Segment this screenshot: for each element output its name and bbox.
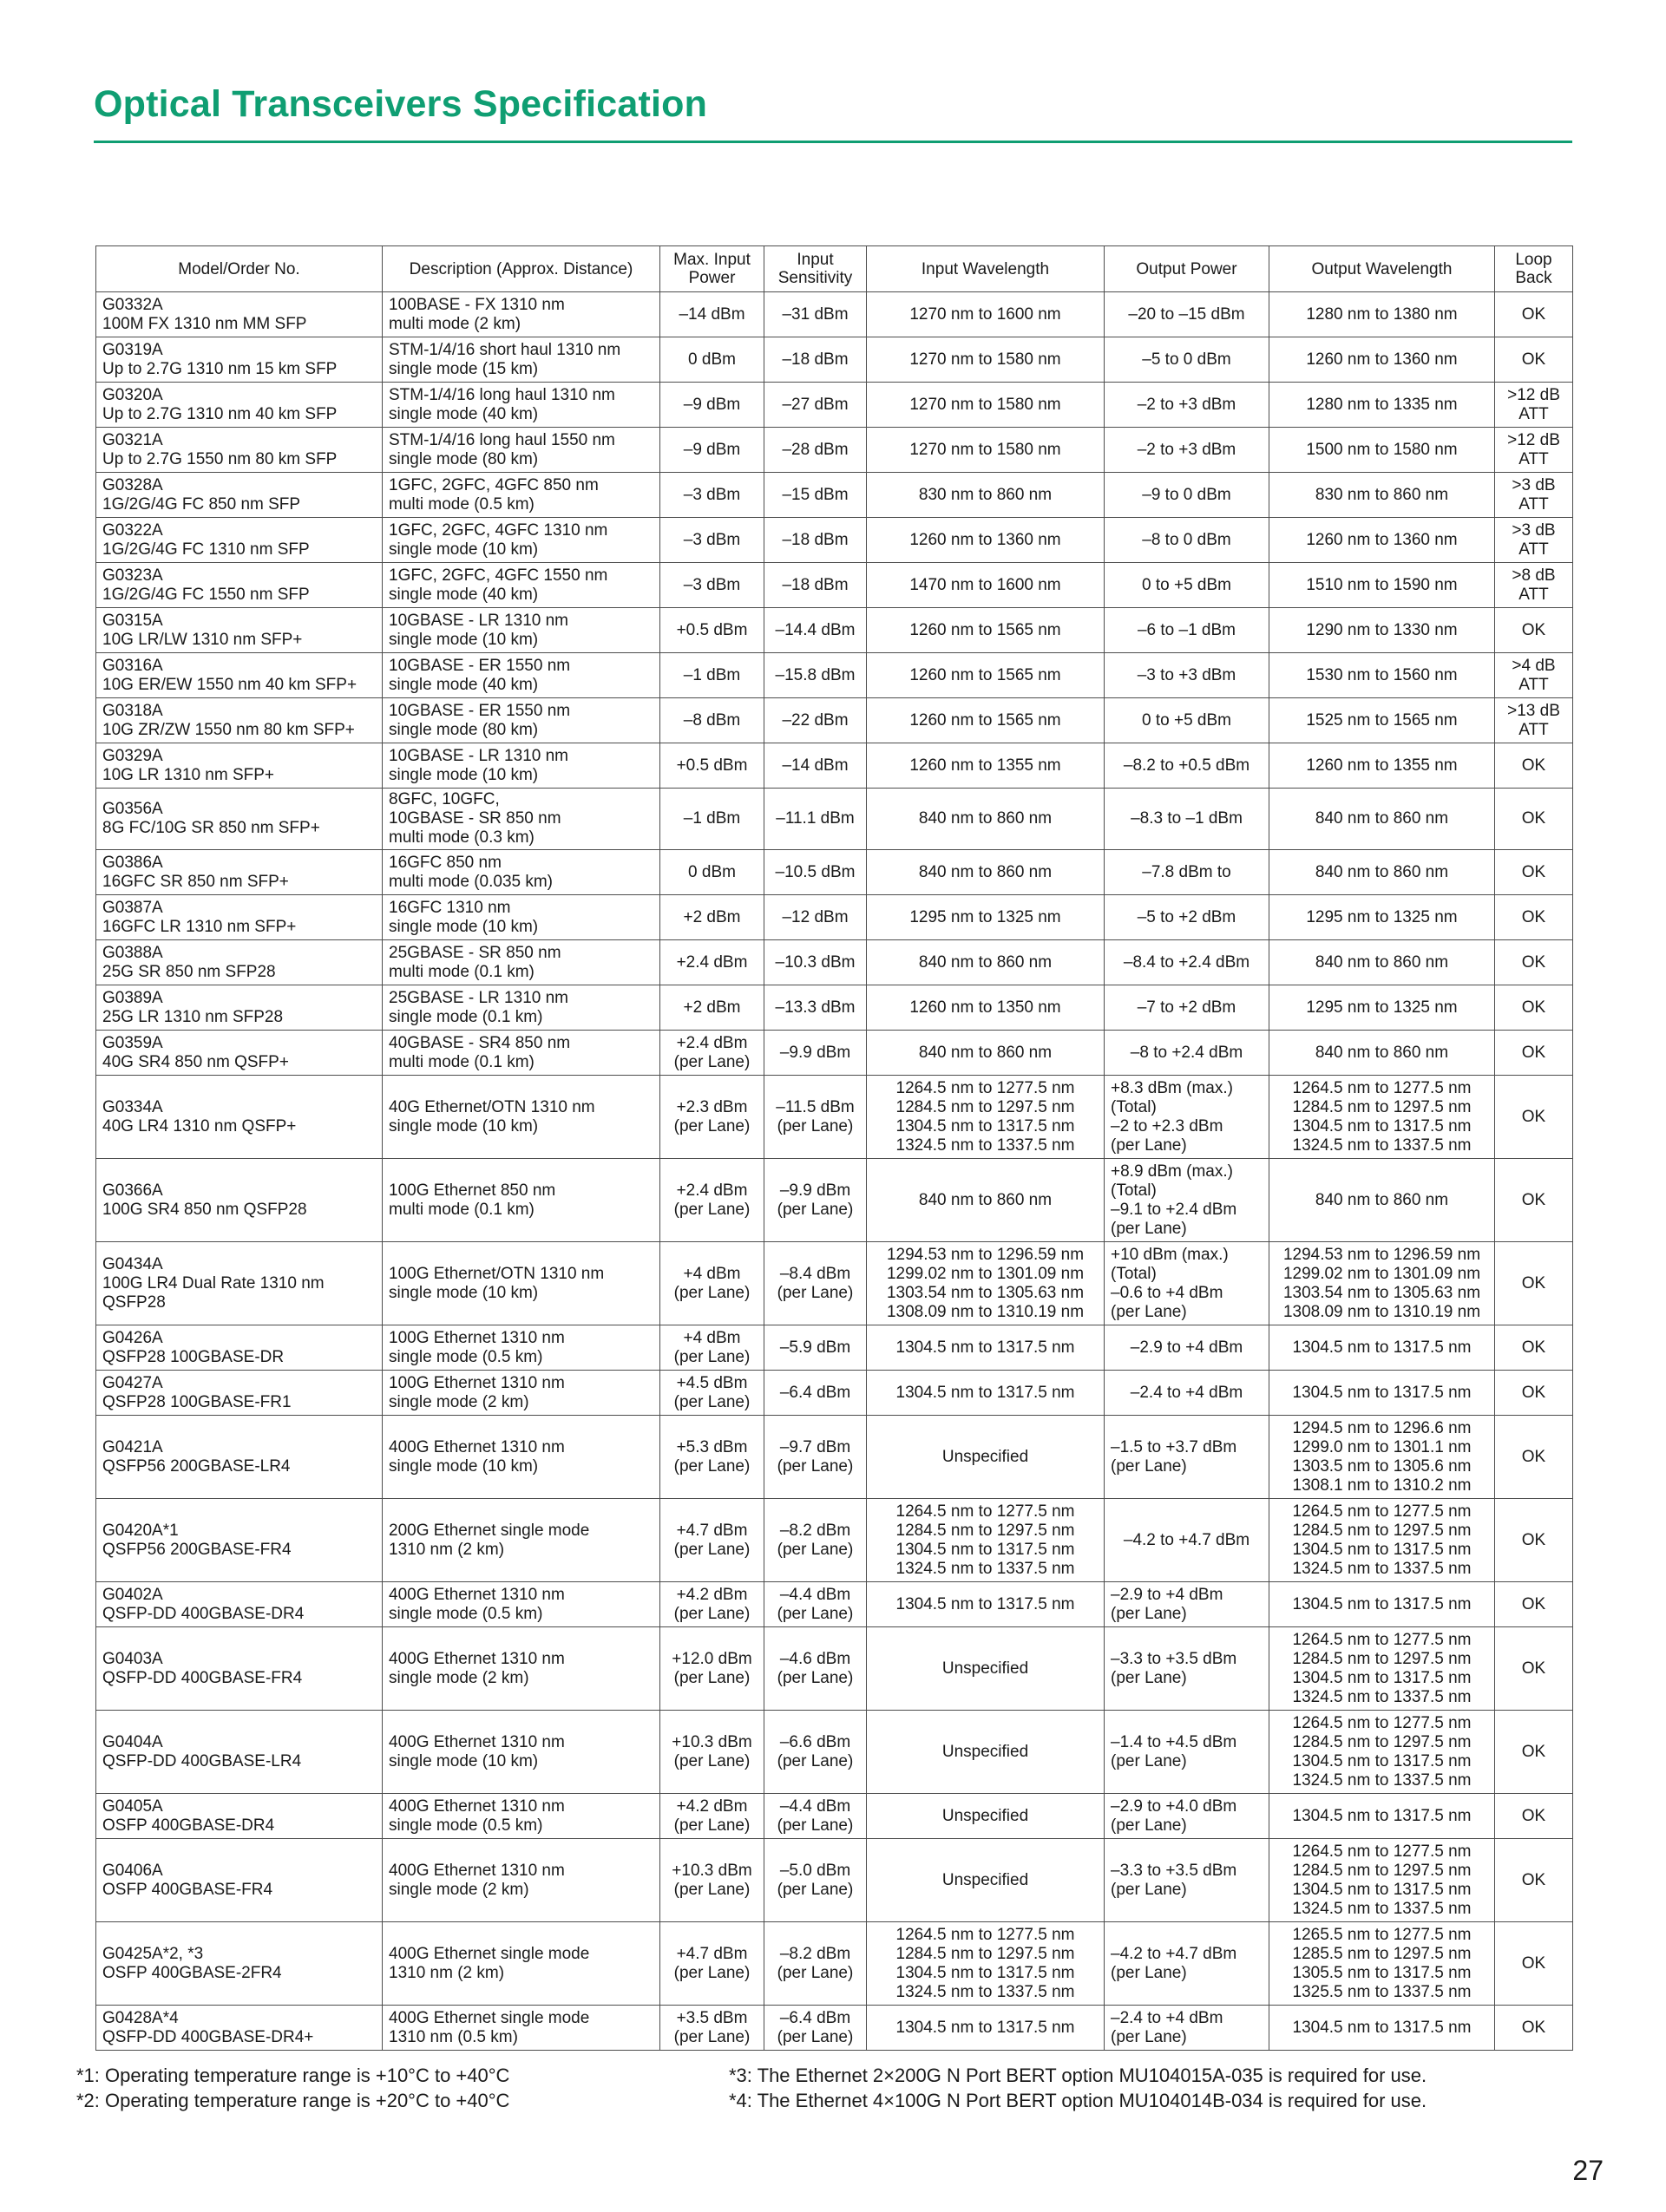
- cell-description: 10GBASE - LR 1310 nm single mode (10 km): [383, 608, 660, 653]
- cell-model: G0425A*2, *3 OSFP 400GBASE-2FR4: [96, 1922, 383, 2006]
- cell-input-wavelength: 1270 nm to 1580 nm: [867, 428, 1105, 473]
- cell-output-wavelength: 1525 nm to 1565 nm: [1269, 698, 1495, 743]
- col-header-input-sensitivity: Input Sensitivity: [764, 246, 867, 292]
- cell-model: G0315A 10G LR/LW 1310 nm SFP+: [96, 608, 383, 653]
- cell-output-power: –2.4 to +4 dBm: [1105, 1371, 1269, 1416]
- cell-input-sensitivity: –4.4 dBm (per Lane): [764, 1582, 867, 1627]
- table-row: [96, 563, 1573, 608]
- table-row: [96, 698, 1573, 743]
- cell-loop-back: OK: [1495, 985, 1573, 1031]
- cell-output-power: –3 to +3 dBm: [1105, 653, 1269, 698]
- cell-description: 100G Ethernet 850 nm multi mode (0.1 km): [383, 1159, 660, 1242]
- cell-max-input-power: +5.3 dBm (per Lane): [660, 1416, 764, 1499]
- cell-max-input-power: +2.4 dBm: [660, 940, 764, 985]
- cell-description: 16GFC 1310 nm single mode (10 km): [383, 895, 660, 940]
- cell-input-wavelength: 1260 nm to 1565 nm: [867, 653, 1105, 698]
- cell-max-input-power: –9 dBm: [660, 428, 764, 473]
- cell-model: G0359A 40G SR4 850 nm QSFP+: [96, 1031, 383, 1076]
- table-row: [96, 1582, 1573, 1627]
- cell-output-power: –9 to 0 dBm: [1105, 473, 1269, 518]
- cell-input-sensitivity: –6.4 dBm: [764, 1371, 867, 1416]
- cell-max-input-power: –14 dBm: [660, 292, 764, 337]
- cell-output-power: +10 dBm (max.) (Total) –0.6 to +4 dBm (per Lane): [1105, 1242, 1269, 1325]
- cell-input-sensitivity: –14 dBm: [764, 743, 867, 789]
- cell-input-sensitivity: –27 dBm: [764, 383, 867, 428]
- cell-input-sensitivity: –8.2 dBm (per Lane): [764, 1922, 867, 2006]
- table-row: [96, 895, 1573, 940]
- cell-model: G0320A Up to 2.7G 1310 nm 40 km SFP: [96, 383, 383, 428]
- cell-output-power: –8.2 to +0.5 dBm: [1105, 743, 1269, 789]
- cell-description: STM-1/4/16 long haul 1550 nm single mode (80 km): [383, 428, 660, 473]
- cell-input-sensitivity: –4.6 dBm (per Lane): [764, 1627, 867, 1711]
- cell-max-input-power: +10.3 dBm (per Lane): [660, 1711, 764, 1794]
- cell-model: G0403A QSFP-DD 400GBASE-FR4: [96, 1627, 383, 1711]
- cell-max-input-power: +10.3 dBm (per Lane): [660, 1839, 764, 1922]
- table-row: [96, 1325, 1573, 1371]
- cell-output-power: –2.9 to +4.0 dBm (per Lane): [1105, 1794, 1269, 1839]
- cell-description: 400G Ethernet 1310 nm single mode (2 km): [383, 1839, 660, 1922]
- cell-description: 1GFC, 2GFC, 4GFC 1310 nm single mode (10 km): [383, 518, 660, 563]
- cell-input-wavelength: 1260 nm to 1360 nm: [867, 518, 1105, 563]
- cell-output-wavelength: 1294.5 nm to 1296.6 nm 1299.0 nm to 1301.1 nm 1303.5 nm to 1305.6 nm 1308.1 nm to 1310.2 nm: [1269, 1416, 1495, 1499]
- cell-description: 100BASE - FX 1310 nm multi mode (2 km): [383, 292, 660, 337]
- cell-input-wavelength: 1264.5 nm to 1277.5 nm 1284.5 nm to 1297.5 nm 1304.5 nm to 1317.5 nm 1324.5 nm to 1337.5 nm: [867, 1076, 1105, 1159]
- cell-output-power: –4.2 to +4.7 dBm: [1105, 1499, 1269, 1582]
- cell-output-wavelength: 1304.5 nm to 1317.5 nm: [1269, 1794, 1495, 1839]
- cell-max-input-power: –1 dBm: [660, 653, 764, 698]
- cell-output-power: –7.8 dBm to: [1105, 850, 1269, 895]
- footnote-1: *1: Operating temperature range is +10°C to +40°C: [76, 2065, 510, 2086]
- cell-input-sensitivity: –14.4 dBm: [764, 608, 867, 653]
- footnote-3: *3: The Ethernet 2×200G N Port BERT option MU104015A-035 is required for use.: [729, 2065, 1427, 2086]
- cell-description: 400G Ethernet 1310 nm single mode (10 km): [383, 1416, 660, 1499]
- cell-output-wavelength: 1280 nm to 1380 nm: [1269, 292, 1495, 337]
- cell-output-power: –3.3 to +3.5 dBm (per Lane): [1105, 1627, 1269, 1711]
- cell-description: 400G Ethernet single mode 1310 nm (2 km): [383, 1922, 660, 2006]
- cell-loop-back: OK: [1495, 850, 1573, 895]
- cell-input-wavelength: 1264.5 nm to 1277.5 nm 1284.5 nm to 1297.5 nm 1304.5 nm to 1317.5 nm 1324.5 nm to 1337.5 nm: [867, 1499, 1105, 1582]
- cell-loop-back: >12 dB ATT: [1495, 428, 1573, 473]
- table-row: [96, 1627, 1573, 1711]
- cell-model: G0321A Up to 2.7G 1550 nm 80 km SFP: [96, 428, 383, 473]
- col-header-max-input-power: Max. Input Power: [660, 246, 764, 292]
- cell-loop-back: OK: [1495, 895, 1573, 940]
- cell-max-input-power: +2.4 dBm (per Lane): [660, 1031, 764, 1076]
- cell-output-power: –2.9 to +4 dBm: [1105, 1325, 1269, 1371]
- cell-input-sensitivity: –11.5 dBm (per Lane): [764, 1076, 867, 1159]
- cell-max-input-power: 0 dBm: [660, 337, 764, 383]
- cell-loop-back: OK: [1495, 1416, 1573, 1499]
- cell-input-wavelength: 1304.5 nm to 1317.5 nm: [867, 2006, 1105, 2051]
- cell-loop-back: OK: [1495, 789, 1573, 850]
- cell-description: 100G Ethernet 1310 nm single mode (0.5 km): [383, 1325, 660, 1371]
- table-row: [96, 473, 1573, 518]
- cell-max-input-power: +4 dBm (per Lane): [660, 1325, 764, 1371]
- cell-model: G0420A*1 QSFP56 200GBASE-FR4: [96, 1499, 383, 1582]
- spec-table-body: [96, 292, 1573, 2051]
- cell-loop-back: OK: [1495, 2006, 1573, 2051]
- cell-output-wavelength: 1260 nm to 1360 nm: [1269, 337, 1495, 383]
- footnote-4: *4: The Ethernet 4×100G N Port BERT option MU104014B-034 is required for use.: [729, 2090, 1427, 2111]
- cell-input-sensitivity: –28 dBm: [764, 428, 867, 473]
- table-row: [96, 1076, 1573, 1159]
- cell-input-sensitivity: –9.7 dBm (per Lane): [764, 1416, 867, 1499]
- cell-description: STM-1/4/16 short haul 1310 nm single mode (15 km): [383, 337, 660, 383]
- cell-max-input-power: +4.2 dBm (per Lane): [660, 1582, 764, 1627]
- cell-max-input-power: –1 dBm: [660, 789, 764, 850]
- col-header-input-wavelength: Input Wavelength: [867, 246, 1105, 292]
- cell-output-power: –7 to +2 dBm: [1105, 985, 1269, 1031]
- cell-output-power: –5 to +2 dBm: [1105, 895, 1269, 940]
- cell-output-power: –8.3 to –1 dBm: [1105, 789, 1269, 850]
- cell-loop-back: OK: [1495, 608, 1573, 653]
- cell-model: G0387A 16GFC LR 1310 nm SFP+: [96, 895, 383, 940]
- cell-output-wavelength: 840 nm to 860 nm: [1269, 1031, 1495, 1076]
- table-row: [96, 653, 1573, 698]
- cell-input-wavelength: 1270 nm to 1580 nm: [867, 383, 1105, 428]
- table-row: [96, 428, 1573, 473]
- title-underline: [94, 141, 1572, 143]
- cell-output-wavelength: 1260 nm to 1355 nm: [1269, 743, 1495, 789]
- table-row: [96, 518, 1573, 563]
- cell-max-input-power: +4 dBm (per Lane): [660, 1242, 764, 1325]
- cell-description: 400G Ethernet single mode 1310 nm (0.5 km): [383, 2006, 660, 2051]
- cell-input-wavelength: 1304.5 nm to 1317.5 nm: [867, 1371, 1105, 1416]
- table-row: [96, 608, 1573, 653]
- cell-output-wavelength: 830 nm to 860 nm: [1269, 473, 1495, 518]
- cell-max-input-power: +2 dBm: [660, 895, 764, 940]
- cell-output-wavelength: 1264.5 nm to 1277.5 nm 1284.5 nm to 1297.5 nm 1304.5 nm to 1317.5 nm 1324.5 nm to 1337.5 nm: [1269, 1839, 1495, 1922]
- cell-input-wavelength: Unspecified: [867, 1794, 1105, 1839]
- cell-input-wavelength: 1260 nm to 1565 nm: [867, 608, 1105, 653]
- cell-output-power: –1.5 to +3.7 dBm (per Lane): [1105, 1416, 1269, 1499]
- cell-description: 100G Ethernet/OTN 1310 nm single mode (10 km): [383, 1242, 660, 1325]
- cell-input-wavelength: 1470 nm to 1600 nm: [867, 563, 1105, 608]
- cell-output-power: –4.2 to +4.7 dBm (per Lane): [1105, 1922, 1269, 2006]
- cell-input-wavelength: 1304.5 nm to 1317.5 nm: [867, 1582, 1105, 1627]
- col-header-loop-back: Loop Back: [1495, 246, 1573, 292]
- cell-output-wavelength: 1264.5 nm to 1277.5 nm 1284.5 nm to 1297.5 nm 1304.5 nm to 1317.5 nm 1324.5 nm to 1337.5 nm: [1269, 1627, 1495, 1711]
- cell-loop-back: OK: [1495, 940, 1573, 985]
- cell-input-sensitivity: –5.0 dBm (per Lane): [764, 1839, 867, 1922]
- cell-input-wavelength: 840 nm to 860 nm: [867, 1159, 1105, 1242]
- table-row: [96, 1839, 1573, 1922]
- cell-loop-back: OK: [1495, 1627, 1573, 1711]
- cell-loop-back: OK: [1495, 1499, 1573, 1582]
- cell-input-wavelength: 1264.5 nm to 1277.5 nm 1284.5 nm to 1297.5 nm 1304.5 nm to 1317.5 nm 1324.5 nm to 1337.5 nm: [867, 1922, 1105, 2006]
- cell-description: 100G Ethernet 1310 nm single mode (2 km): [383, 1371, 660, 1416]
- cell-max-input-power: +4.2 dBm (per Lane): [660, 1794, 764, 1839]
- cell-model: G0319A Up to 2.7G 1310 nm 15 km SFP: [96, 337, 383, 383]
- cell-input-wavelength: Unspecified: [867, 1839, 1105, 1922]
- cell-loop-back: OK: [1495, 1242, 1573, 1325]
- cell-model: G0366A 100G SR4 850 nm QSFP28: [96, 1159, 383, 1242]
- cell-input-wavelength: 840 nm to 860 nm: [867, 850, 1105, 895]
- cell-output-wavelength: 1304.5 nm to 1317.5 nm: [1269, 1582, 1495, 1627]
- col-header-model: Model/Order No.: [96, 246, 383, 292]
- cell-loop-back: OK: [1495, 1711, 1573, 1794]
- cell-loop-back: OK: [1495, 1159, 1573, 1242]
- table-row: [96, 985, 1573, 1031]
- cell-input-sensitivity: –22 dBm: [764, 698, 867, 743]
- cell-model: G0388A 25G SR 850 nm SFP28: [96, 940, 383, 985]
- cell-description: 200G Ethernet single mode 1310 nm (2 km): [383, 1499, 660, 1582]
- cell-max-input-power: +0.5 dBm: [660, 608, 764, 653]
- table-row: [96, 1794, 1573, 1839]
- cell-model: G0426A QSFP28 100GBASE-DR: [96, 1325, 383, 1371]
- cell-max-input-power: +12.0 dBm (per Lane): [660, 1627, 764, 1711]
- cell-max-input-power: +4.5 dBm (per Lane): [660, 1371, 764, 1416]
- cell-output-wavelength: 1290 nm to 1330 nm: [1269, 608, 1495, 653]
- cell-max-input-power: –3 dBm: [660, 473, 764, 518]
- cell-input-wavelength: 1295 nm to 1325 nm: [867, 895, 1105, 940]
- cell-output-wavelength: 1500 nm to 1580 nm: [1269, 428, 1495, 473]
- cell-model: G0334A 40G LR4 1310 nm QSFP+: [96, 1076, 383, 1159]
- cell-model: G0329A 10G LR 1310 nm SFP+: [96, 743, 383, 789]
- cell-model: G0322A 1G/2G/4G FC 1310 nm SFP: [96, 518, 383, 563]
- cell-output-wavelength: 1304.5 nm to 1317.5 nm: [1269, 2006, 1495, 2051]
- cell-input-sensitivity: –6.4 dBm (per Lane): [764, 2006, 867, 2051]
- cell-input-wavelength: 1304.5 nm to 1317.5 nm: [867, 1325, 1105, 1371]
- cell-loop-back: OK: [1495, 1076, 1573, 1159]
- cell-max-input-power: +2 dBm: [660, 985, 764, 1031]
- cell-input-wavelength: Unspecified: [867, 1711, 1105, 1794]
- cell-input-sensitivity: –31 dBm: [764, 292, 867, 337]
- cell-output-power: –2 to +3 dBm: [1105, 428, 1269, 473]
- cell-input-sensitivity: –9.9 dBm (per Lane): [764, 1159, 867, 1242]
- cell-loop-back: >4 dB ATT: [1495, 653, 1573, 698]
- cell-input-sensitivity: –13.3 dBm: [764, 985, 867, 1031]
- cell-output-wavelength: 1304.5 nm to 1317.5 nm: [1269, 1371, 1495, 1416]
- cell-input-sensitivity: –8.2 dBm (per Lane): [764, 1499, 867, 1582]
- cell-description: 8GFC, 10GFC, 10GBASE - SR 850 nm multi mode (0.3 km): [383, 789, 660, 850]
- cell-loop-back: >3 dB ATT: [1495, 518, 1573, 563]
- cell-output-power: 0 to +5 dBm: [1105, 563, 1269, 608]
- cell-output-wavelength: 1264.5 nm to 1277.5 nm 1284.5 nm to 1297.5 nm 1304.5 nm to 1317.5 nm 1324.5 nm to 1337.5 nm: [1269, 1076, 1495, 1159]
- cell-input-sensitivity: –12 dBm: [764, 895, 867, 940]
- cell-output-power: –20 to –15 dBm: [1105, 292, 1269, 337]
- cell-output-power: –5 to 0 dBm: [1105, 337, 1269, 383]
- cell-model: G0402A QSFP-DD 400GBASE-DR4: [96, 1582, 383, 1627]
- cell-loop-back: >8 dB ATT: [1495, 563, 1573, 608]
- cell-output-wavelength: 840 nm to 860 nm: [1269, 1159, 1495, 1242]
- cell-output-power: –2.4 to +4 dBm (per Lane): [1105, 2006, 1269, 2051]
- cell-max-input-power: +2.4 dBm (per Lane): [660, 1159, 764, 1242]
- cell-input-wavelength: 840 nm to 860 nm: [867, 1031, 1105, 1076]
- spec-table: [95, 245, 1573, 2051]
- cell-output-wavelength: 1264.5 nm to 1277.5 nm 1284.5 nm to 1297.5 nm 1304.5 nm to 1317.5 nm 1324.5 nm to 1337.5 nm: [1269, 1711, 1495, 1794]
- cell-output-power: –2.9 to +4 dBm (per Lane): [1105, 1582, 1269, 1627]
- cell-input-wavelength: 1260 nm to 1350 nm: [867, 985, 1105, 1031]
- cell-input-wavelength: Unspecified: [867, 1627, 1105, 1711]
- cell-output-wavelength: 1265.5 nm to 1277.5 nm 1285.5 nm to 1297.5 nm 1305.5 nm to 1317.5 nm 1325.5 nm to 1337.5 nm: [1269, 1922, 1495, 2006]
- cell-max-input-power: –9 dBm: [660, 383, 764, 428]
- table-header-row: [96, 246, 1573, 292]
- table-row: [96, 292, 1573, 337]
- cell-input-sensitivity: –18 dBm: [764, 337, 867, 383]
- table-row: [96, 850, 1573, 895]
- cell-input-wavelength: 840 nm to 860 nm: [867, 940, 1105, 985]
- cell-model: G0406A OSFP 400GBASE-FR4: [96, 1839, 383, 1922]
- cell-output-wavelength: 840 nm to 860 nm: [1269, 850, 1495, 895]
- cell-description: 400G Ethernet 1310 nm single mode (0.5 km): [383, 1794, 660, 1839]
- col-header-output-power: Output Power: [1105, 246, 1269, 292]
- cell-loop-back: OK: [1495, 1031, 1573, 1076]
- cell-input-sensitivity: –9.9 dBm: [764, 1031, 867, 1076]
- cell-loop-back: OK: [1495, 1325, 1573, 1371]
- cell-output-wavelength: 1530 nm to 1560 nm: [1269, 653, 1495, 698]
- cell-loop-back: OK: [1495, 1794, 1573, 1839]
- cell-model: G0323A 1G/2G/4G FC 1550 nm SFP: [96, 563, 383, 608]
- table-row: [96, 1031, 1573, 1076]
- cell-model: G0428A*4 QSFP-DD 400GBASE-DR4+: [96, 2006, 383, 2051]
- cell-output-wavelength: 1304.5 nm to 1317.5 nm: [1269, 1325, 1495, 1371]
- cell-description: 25GBASE - LR 1310 nm single mode (0.1 km): [383, 985, 660, 1031]
- cell-output-wavelength: 840 nm to 860 nm: [1269, 789, 1495, 850]
- table-row: [96, 1159, 1573, 1242]
- cell-input-wavelength: 1270 nm to 1600 nm: [867, 292, 1105, 337]
- cell-output-wavelength: 1294.53 nm to 1296.59 nm 1299.02 nm to 1301.09 nm 1303.54 nm to 1305.63 nm 1308.09 nm to 1310.19 nm: [1269, 1242, 1495, 1325]
- table-row: [96, 1922, 1573, 2006]
- table-row: [96, 789, 1573, 850]
- cell-input-wavelength: 840 nm to 860 nm: [867, 789, 1105, 850]
- cell-max-input-power: –3 dBm: [660, 563, 764, 608]
- cell-description: 400G Ethernet 1310 nm single mode (0.5 km): [383, 1582, 660, 1627]
- cell-description: 10GBASE - ER 1550 nm single mode (40 km): [383, 653, 660, 698]
- col-header-description: Description (Approx. Distance): [383, 246, 660, 292]
- cell-description: STM-1/4/16 long haul 1310 nm single mode (40 km): [383, 383, 660, 428]
- cell-loop-back: OK: [1495, 743, 1573, 789]
- cell-output-power: –3.3 to +3.5 dBm (per Lane): [1105, 1839, 1269, 1922]
- cell-output-wavelength: 1510 nm to 1590 nm: [1269, 563, 1495, 608]
- table-row: [96, 1499, 1573, 1582]
- cell-description: 10GBASE - ER 1550 nm single mode (80 km): [383, 698, 660, 743]
- cell-model: G0356A 8G FC/10G SR 850 nm SFP+: [96, 789, 383, 850]
- cell-input-wavelength: Unspecified: [867, 1416, 1105, 1499]
- cell-model: G0427A QSFP28 100GBASE-FR1: [96, 1371, 383, 1416]
- cell-output-power: –6 to –1 dBm: [1105, 608, 1269, 653]
- cell-output-power: –8.4 to +2.4 dBm: [1105, 940, 1269, 985]
- cell-input-sensitivity: –11.1 dBm: [764, 789, 867, 850]
- table-row: [96, 1242, 1573, 1325]
- cell-input-sensitivity: –10.3 dBm: [764, 940, 867, 985]
- cell-description: 1GFC, 2GFC, 4GFC 850 nm multi mode (0.5 km): [383, 473, 660, 518]
- cell-loop-back: OK: [1495, 292, 1573, 337]
- cell-max-input-power: +2.3 dBm (per Lane): [660, 1076, 764, 1159]
- cell-input-sensitivity: –18 dBm: [764, 518, 867, 563]
- table-row: [96, 383, 1573, 428]
- table-row: [96, 940, 1573, 985]
- cell-max-input-power: –8 dBm: [660, 698, 764, 743]
- cell-model: G0316A 10G ER/EW 1550 nm 40 km SFP+: [96, 653, 383, 698]
- cell-description: 400G Ethernet 1310 nm single mode (2 km): [383, 1627, 660, 1711]
- col-header-output-wavelength: Output Wavelength: [1269, 246, 1495, 292]
- cell-loop-back: >3 dB ATT: [1495, 473, 1573, 518]
- cell-description: 16GFC 850 nm multi mode (0.035 km): [383, 850, 660, 895]
- table-row: [96, 743, 1573, 789]
- page-title: Optical Transceivers Specification: [94, 83, 708, 125]
- table-row: [96, 337, 1573, 383]
- cell-input-sensitivity: –10.5 dBm: [764, 850, 867, 895]
- cell-output-power: +8.3 dBm (max.) (Total) –2 to +2.3 dBm (per Lane): [1105, 1076, 1269, 1159]
- cell-max-input-power: +0.5 dBm: [660, 743, 764, 789]
- cell-input-sensitivity: –5.9 dBm: [764, 1325, 867, 1371]
- cell-loop-back: >13 dB ATT: [1495, 698, 1573, 743]
- cell-input-sensitivity: –6.6 dBm (per Lane): [764, 1711, 867, 1794]
- cell-input-sensitivity: –18 dBm: [764, 563, 867, 608]
- cell-model: G0434A 100G LR4 Dual Rate 1310 nm QSFP28: [96, 1242, 383, 1325]
- footnotes-right: [729, 2063, 1427, 2113]
- cell-model: G0386A 16GFC SR 850 nm SFP+: [96, 850, 383, 895]
- cell-loop-back: OK: [1495, 1371, 1573, 1416]
- table-row: [96, 1711, 1573, 1794]
- cell-description: 40GBASE - SR4 850 nm multi mode (0.1 km): [383, 1031, 660, 1076]
- cell-description: 40G Ethernet/OTN 1310 nm single mode (10 km): [383, 1076, 660, 1159]
- cell-max-input-power: +4.7 dBm (per Lane): [660, 1922, 764, 2006]
- cell-description: 400G Ethernet 1310 nm single mode (10 km): [383, 1711, 660, 1794]
- cell-output-power: +8.9 dBm (max.) (Total) –9.1 to +2.4 dBm (per Lane): [1105, 1159, 1269, 1242]
- cell-input-sensitivity: –15 dBm: [764, 473, 867, 518]
- cell-output-wavelength: 1280 nm to 1335 nm: [1269, 383, 1495, 428]
- cell-output-wavelength: 1295 nm to 1325 nm: [1269, 985, 1495, 1031]
- cell-model: G0389A 25G LR 1310 nm SFP28: [96, 985, 383, 1031]
- cell-max-input-power: 0 dBm: [660, 850, 764, 895]
- cell-loop-back: >12 dB ATT: [1495, 383, 1573, 428]
- cell-model: G0328A 1G/2G/4G FC 850 nm SFP: [96, 473, 383, 518]
- table-row: [96, 2006, 1573, 2051]
- cell-output-power: 0 to +5 dBm: [1105, 698, 1269, 743]
- cell-model: G0404A QSFP-DD 400GBASE-LR4: [96, 1711, 383, 1794]
- cell-input-sensitivity: –4.4 dBm (per Lane): [764, 1794, 867, 1839]
- cell-max-input-power: –3 dBm: [660, 518, 764, 563]
- cell-output-wavelength: 1295 nm to 1325 nm: [1269, 895, 1495, 940]
- cell-input-wavelength: 1270 nm to 1580 nm: [867, 337, 1105, 383]
- cell-output-power: –8 to 0 dBm: [1105, 518, 1269, 563]
- cell-input-wavelength: 1260 nm to 1565 nm: [867, 698, 1105, 743]
- cell-loop-back: OK: [1495, 1922, 1573, 2006]
- cell-output-power: –1.4 to +4.5 dBm (per Lane): [1105, 1711, 1269, 1794]
- footnotes-left: [76, 2063, 509, 2113]
- cell-input-wavelength: 1260 nm to 1355 nm: [867, 743, 1105, 789]
- cell-output-power: –8 to +2.4 dBm: [1105, 1031, 1269, 1076]
- cell-model: G0332A 100M FX 1310 nm MM SFP: [96, 292, 383, 337]
- cell-description: 10GBASE - LR 1310 nm single mode (10 km): [383, 743, 660, 789]
- page-number: 27: [1572, 2155, 1604, 2186]
- cell-loop-back: OK: [1495, 1839, 1573, 1922]
- cell-description: 25GBASE - SR 850 nm multi mode (0.1 km): [383, 940, 660, 985]
- table-row: [96, 1416, 1573, 1499]
- cell-input-wavelength: 1294.53 nm to 1296.59 nm 1299.02 nm to 1301.09 nm 1303.54 nm to 1305.63 nm 1308.09 nm to 1310.19 nm: [867, 1242, 1105, 1325]
- cell-output-wavelength: 1264.5 nm to 1277.5 nm 1284.5 nm to 1297.5 nm 1304.5 nm to 1317.5 nm 1324.5 nm to 1337.5 nm: [1269, 1499, 1495, 1582]
- cell-model: G0405A OSFP 400GBASE-DR4: [96, 1794, 383, 1839]
- table-row: [96, 1371, 1573, 1416]
- cell-loop-back: OK: [1495, 337, 1573, 383]
- cell-output-wavelength: 1260 nm to 1360 nm: [1269, 518, 1495, 563]
- cell-model: G0318A 10G ZR/ZW 1550 nm 80 km SFP+: [96, 698, 383, 743]
- cell-description: 1GFC, 2GFC, 4GFC 1550 nm single mode (40 km): [383, 563, 660, 608]
- footnote-2: *2: Operating temperature range is +20°C to +40°C: [76, 2090, 510, 2111]
- cell-loop-back: OK: [1495, 1582, 1573, 1627]
- cell-output-power: –2 to +3 dBm: [1105, 383, 1269, 428]
- cell-input-sensitivity: –8.4 dBm (per Lane): [764, 1242, 867, 1325]
- cell-input-sensitivity: –15.8 dBm: [764, 653, 867, 698]
- cell-model: G0421A QSFP56 200GBASE-LR4: [96, 1416, 383, 1499]
- cell-output-wavelength: 840 nm to 860 nm: [1269, 940, 1495, 985]
- cell-max-input-power: +4.7 dBm (per Lane): [660, 1499, 764, 1582]
- cell-input-wavelength: 830 nm to 860 nm: [867, 473, 1105, 518]
- cell-max-input-power: +3.5 dBm (per Lane): [660, 2006, 764, 2051]
